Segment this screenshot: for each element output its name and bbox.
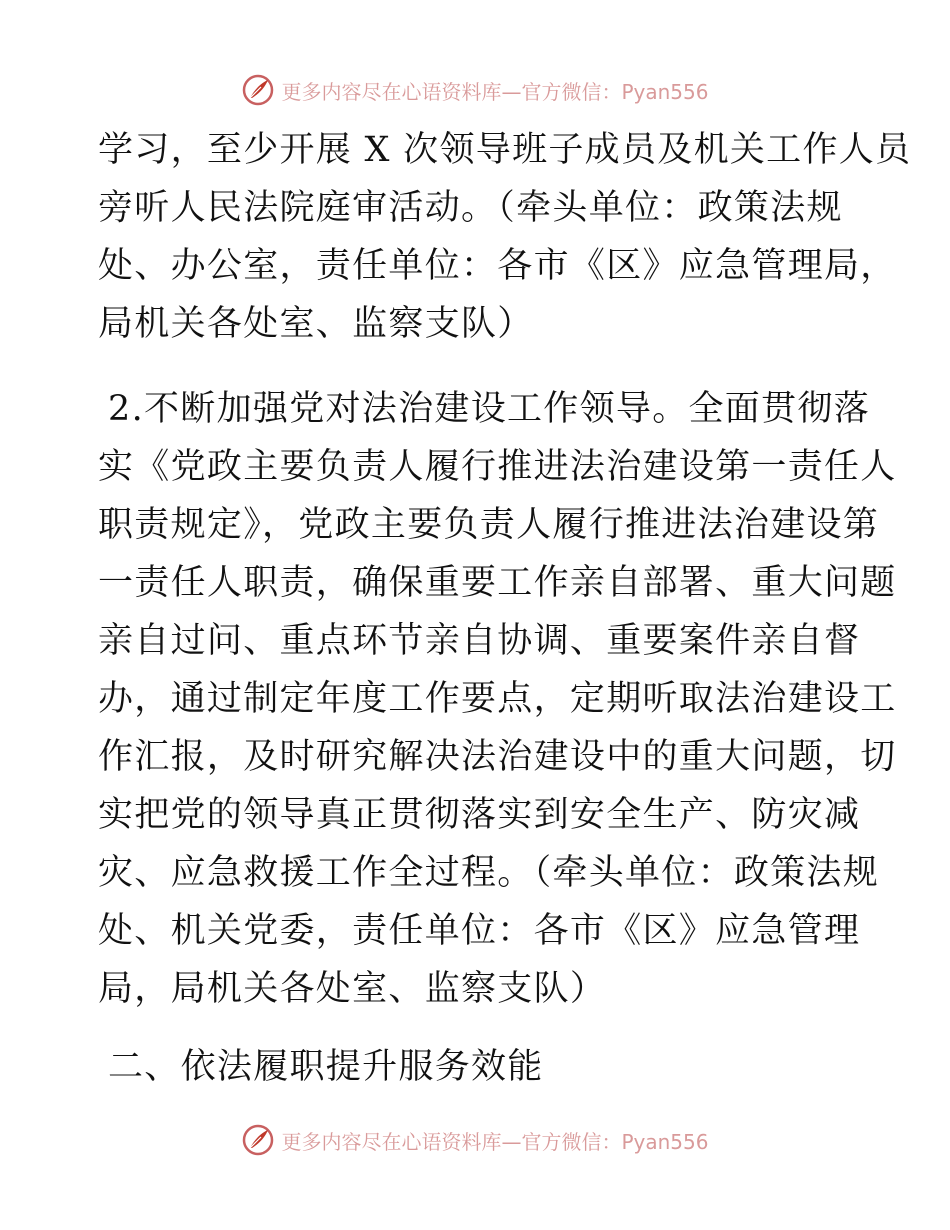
watermark-text: 更多内容尽在心语资料库—官方微信：Pyan556 — [281, 1129, 709, 1154]
footer-watermark — [0, 1120, 950, 1160]
text-line: 旁听人民法院庭审活动。（牵头单位：政策法规 — [98, 188, 843, 228]
document-body — [98, 121, 912, 1096]
paragraph-item-2 — [98, 380, 897, 1018]
text-line: 亲自过问、重点环节亲自协调、重要案件亲自督 — [98, 621, 861, 661]
text-line: 实《党政主要负责人履行推进法治建设第一责任人 — [98, 447, 897, 487]
text-line: 办，通过制定年度工作要点，定期听取法治建设工 — [98, 679, 897, 719]
watermark-text: 更多内容尽在心语资料库—官方微信：Pyan556 — [281, 79, 709, 104]
text-line: 2.不断加强党对法治建设工作领导。全面贯彻落 — [108, 389, 870, 429]
section-heading — [98, 1038, 858, 1096]
feather-quill-logo-icon — [241, 73, 275, 107]
text-line: 局，局机关各处室、监察支队） — [98, 969, 607, 1009]
text-line: 实把党的领导真正贯彻落实到安全生产、防灾减 — [98, 795, 861, 835]
feather-quill-logo-icon — [241, 1123, 275, 1157]
text-line: 学习，至少开展 X 次领导班子成员及机关工作人员 — [98, 130, 912, 170]
heading-text: 二、依法履职提升服务效能 — [108, 1047, 544, 1087]
text-line: 处、办公室，责任单位：各市《区》应急管理局， — [98, 246, 897, 286]
text-line: 处、机关党委，责任单位：各市《区》应急管理 — [98, 911, 861, 951]
header-watermark — [0, 70, 950, 110]
text-line: 灾、应急救援工作全过程。（牵头单位：政策法规 — [98, 853, 880, 893]
text-line: 职责规定》，党政主要负责人履行推进法治建设第 — [98, 505, 880, 545]
text-line: 一责任人职责，确保重要工作亲自部署、重大问题 — [98, 563, 897, 603]
paragraph-continuation — [98, 121, 912, 353]
text-line: 作汇报，及时研究解决法治建设中的重大问题，切 — [98, 737, 897, 777]
text-line: 局机关各处室、监察支队） — [98, 304, 534, 344]
